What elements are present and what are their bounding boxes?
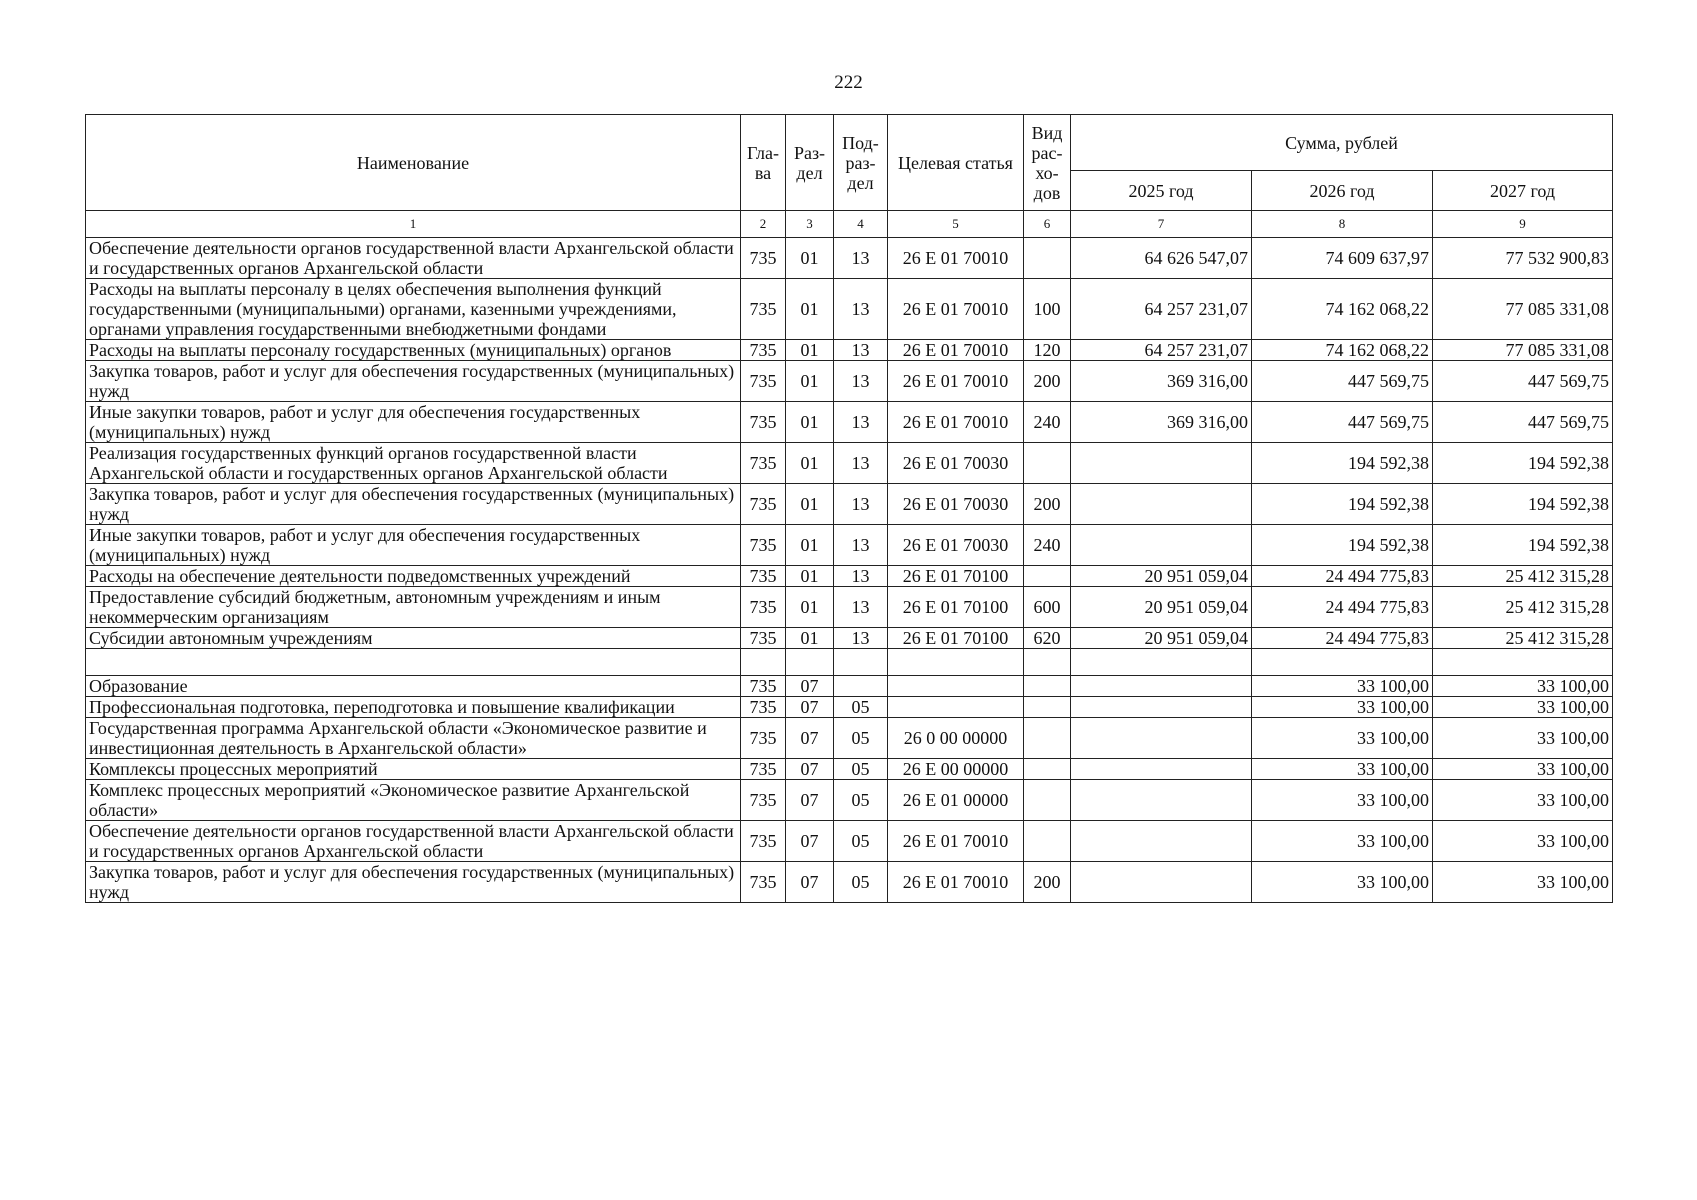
row-sum-2025: 20 951 059,04 — [1071, 566, 1252, 587]
row-statya: 26 Е 01 70010 — [888, 279, 1024, 340]
row-sum-2026: 33 100,00 — [1252, 759, 1433, 780]
row-glava: 735 — [741, 340, 786, 361]
row-name: Предоставление субсидий бюджетным, автономным учреждениям и иным некоммерческим организациям — [86, 587, 741, 628]
row-glava: 735 — [741, 566, 786, 587]
row-sum-2025: 64 257 231,07 — [1071, 279, 1252, 340]
row-vid — [1024, 718, 1071, 759]
row-sum-2027: 447 569,75 — [1433, 402, 1613, 443]
row-statya: 26 Е 01 70010 — [888, 821, 1024, 862]
row-name: Иные закупки товаров, работ и услуг для обеспечения государственных (муниципальных) нужд — [86, 525, 741, 566]
row-sum-2026: 33 100,00 — [1252, 862, 1433, 903]
header-glava: Гла-ва — [741, 115, 786, 211]
row-sum-2025 — [1071, 484, 1252, 525]
row-sum-2026: 194 592,38 — [1252, 525, 1433, 566]
row-vid — [1024, 759, 1071, 780]
row-razdel: 07 — [786, 821, 834, 862]
row-glava: 735 — [741, 821, 786, 862]
row-glava: 735 — [741, 279, 786, 340]
row-sum-2026: 447 569,75 — [1252, 402, 1433, 443]
row-razdel: 01 — [786, 525, 834, 566]
row-sum-2027: 25 412 315,28 — [1433, 587, 1613, 628]
row-glava: 735 — [741, 780, 786, 821]
row-sum-2025 — [1071, 759, 1252, 780]
table-row — [86, 697, 1613, 718]
row-sum-2027: 33 100,00 — [1433, 821, 1613, 862]
row-sum-2026: 447 569,75 — [1252, 361, 1433, 402]
row-name: Обеспечение деятельности органов государственной власти Архангельской области и государственных органов Архангельской области — [86, 238, 741, 279]
row-name: Расходы на выплаты персоналу в целях обеспечения выполнения функций государственными (муниципальными) органами, казенными учреждениями, органами управления государственными внебюджетными фондами — [86, 279, 741, 340]
row-sum-2027: 77 532 900,83 — [1433, 238, 1613, 279]
row-sum-2027: 25 412 315,28 — [1433, 628, 1613, 649]
table-row — [86, 821, 1613, 862]
row-razdel: 01 — [786, 484, 834, 525]
row-statya: 26 Е 01 70030 — [888, 484, 1024, 525]
table-row — [86, 780, 1613, 821]
row-statya: 26 Е 00 00000 — [888, 759, 1024, 780]
table-row — [86, 718, 1613, 759]
col-number: 7 — [1071, 211, 1252, 238]
row-sum-2025 — [1071, 780, 1252, 821]
column-number-row — [86, 211, 1613, 238]
row-sum-2026: 33 100,00 — [1252, 821, 1433, 862]
row-vid — [1024, 821, 1071, 862]
row-sum-2025 — [1071, 821, 1252, 862]
row-glava: 735 — [741, 484, 786, 525]
header-2027: 2027 год — [1433, 171, 1613, 211]
row-podrazdel: 13 — [834, 566, 888, 587]
row-statya — [888, 697, 1024, 718]
row-sum-2027: 33 100,00 — [1433, 697, 1613, 718]
row-podrazdel: 13 — [834, 484, 888, 525]
row-vid — [1024, 676, 1071, 697]
row-sum-2026: 74 162 068,22 — [1252, 279, 1433, 340]
row-sum-2027: 447 569,75 — [1433, 361, 1613, 402]
row-statya: 26 Е 01 00000 — [888, 780, 1024, 821]
row-sum-2027: 33 100,00 — [1433, 676, 1613, 697]
header-name: Наименование — [86, 115, 741, 211]
empty-row — [86, 649, 1613, 676]
row-podrazdel: 13 — [834, 279, 888, 340]
row-sum-2025: 20 951 059,04 — [1071, 587, 1252, 628]
row-statya: 26 Е 01 70010 — [888, 238, 1024, 279]
row-sum-2026: 24 494 775,83 — [1252, 566, 1433, 587]
col-number: 4 — [834, 211, 888, 238]
header-tselevaya: Целевая статья — [888, 115, 1024, 211]
table-body-section-07 — [86, 676, 1613, 903]
row-razdel: 07 — [786, 759, 834, 780]
row-glava: 735 — [741, 697, 786, 718]
row-razdel: 07 — [786, 780, 834, 821]
row-vid — [1024, 780, 1071, 821]
row-sum-2025 — [1071, 862, 1252, 903]
row-glava: 735 — [741, 361, 786, 402]
header-2026: 2026 год — [1252, 171, 1433, 211]
col-number: 1 — [86, 211, 741, 238]
header-razdel: Раз-дел — [786, 115, 834, 211]
table-row — [86, 628, 1613, 649]
row-sum-2025: 64 626 547,07 — [1071, 238, 1252, 279]
row-vid: 600 — [1024, 587, 1071, 628]
col-number: 3 — [786, 211, 834, 238]
row-podrazdel: 05 — [834, 759, 888, 780]
row-razdel: 01 — [786, 628, 834, 649]
row-podrazdel: 05 — [834, 821, 888, 862]
row-sum-2026: 24 494 775,83 — [1252, 628, 1433, 649]
row-razdel: 07 — [786, 862, 834, 903]
row-name: Субсидии автономным учреждениям — [86, 628, 741, 649]
row-sum-2026: 24 494 775,83 — [1252, 587, 1433, 628]
row-razdel: 01 — [786, 587, 834, 628]
row-sum-2027: 77 085 331,08 — [1433, 279, 1613, 340]
row-razdel: 01 — [786, 340, 834, 361]
row-sum-2026: 33 100,00 — [1252, 718, 1433, 759]
row-name: Закупка товаров, работ и услуг для обеспечения государственных (муниципальных) нужд — [86, 484, 741, 525]
row-razdel: 01 — [786, 238, 834, 279]
row-podrazdel: 13 — [834, 361, 888, 402]
row-name: Закупка товаров, работ и услуг для обеспечения государственных (муниципальных) нужд — [86, 862, 741, 903]
table-row — [86, 484, 1613, 525]
row-name: Расходы на обеспечение деятельности подведомственных учреждений — [86, 566, 741, 587]
header-vid: Вид рас-хо-дов — [1024, 115, 1071, 211]
row-name: Иные закупки товаров, работ и услуг для обеспечения государственных (муниципальных) нужд — [86, 402, 741, 443]
row-name: Реализация государственных функций органов государственной власти Архангельской области и государственных органов Архангельской области — [86, 443, 741, 484]
row-podrazdel: 13 — [834, 238, 888, 279]
table-row — [86, 676, 1613, 697]
table-row — [86, 566, 1613, 587]
row-sum-2027: 194 592,38 — [1433, 525, 1613, 566]
row-glava: 735 — [741, 718, 786, 759]
row-razdel: 01 — [786, 402, 834, 443]
row-podrazdel: 13 — [834, 587, 888, 628]
row-vid — [1024, 697, 1071, 718]
row-sum-2026: 194 592,38 — [1252, 443, 1433, 484]
row-vid — [1024, 443, 1071, 484]
table-row — [86, 361, 1613, 402]
table-spacer — [86, 649, 1613, 676]
row-sum-2025 — [1071, 525, 1252, 566]
row-razdel: 01 — [786, 279, 834, 340]
row-podrazdel: 05 — [834, 780, 888, 821]
row-vid: 200 — [1024, 862, 1071, 903]
row-razdel: 01 — [786, 566, 834, 587]
col-number: 9 — [1433, 211, 1613, 238]
row-statya: 26 0 00 00000 — [888, 718, 1024, 759]
row-razdel: 07 — [786, 697, 834, 718]
col-number: 6 — [1024, 211, 1071, 238]
row-vid — [1024, 566, 1071, 587]
table-row — [86, 759, 1613, 780]
row-sum-2025: 369 316,00 — [1071, 361, 1252, 402]
row-glava: 735 — [741, 402, 786, 443]
table-row — [86, 587, 1613, 628]
col-number: 5 — [888, 211, 1024, 238]
header-podrazdel: Под-раз-дел — [834, 115, 888, 211]
row-podrazdel: 13 — [834, 443, 888, 484]
row-podrazdel — [834, 676, 888, 697]
row-sum-2025: 369 316,00 — [1071, 402, 1252, 443]
row-sum-2027: 194 592,38 — [1433, 443, 1613, 484]
row-vid: 200 — [1024, 484, 1071, 525]
row-sum-2025 — [1071, 697, 1252, 718]
row-glava: 735 — [741, 587, 786, 628]
table-row — [86, 443, 1613, 484]
row-sum-2027: 77 085 331,08 — [1433, 340, 1613, 361]
row-name: Закупка товаров, работ и услуг для обеспечения государственных (муниципальных) нужд — [86, 361, 741, 402]
row-statya: 26 Е 01 70010 — [888, 340, 1024, 361]
row-vid: 200 — [1024, 361, 1071, 402]
table-row — [86, 862, 1613, 903]
row-glava: 735 — [741, 525, 786, 566]
row-sum-2027: 33 100,00 — [1433, 780, 1613, 821]
row-podrazdel: 13 — [834, 340, 888, 361]
row-podrazdel: 13 — [834, 628, 888, 649]
col-number: 2 — [741, 211, 786, 238]
row-sum-2026: 74 609 637,97 — [1252, 238, 1433, 279]
header-summa: Сумма, рублей — [1071, 115, 1613, 171]
row-statya: 26 Е 01 70100 — [888, 566, 1024, 587]
row-sum-2026: 33 100,00 — [1252, 676, 1433, 697]
row-statya: 26 Е 01 70010 — [888, 361, 1024, 402]
col-number: 8 — [1252, 211, 1433, 238]
row-razdel: 07 — [786, 676, 834, 697]
row-glava: 735 — [741, 862, 786, 903]
row-sum-2026: 194 592,38 — [1252, 484, 1433, 525]
table-row — [86, 238, 1613, 279]
row-sum-2026: 74 162 068,22 — [1252, 340, 1433, 361]
row-podrazdel: 05 — [834, 862, 888, 903]
row-statya: 26 Е 01 70100 — [888, 628, 1024, 649]
table-body-section-01 — [86, 238, 1613, 649]
table-row — [86, 525, 1613, 566]
row-podrazdel: 05 — [834, 697, 888, 718]
table-row — [86, 402, 1613, 443]
row-statya: 26 Е 01 70030 — [888, 443, 1024, 484]
row-sum-2025: 20 951 059,04 — [1071, 628, 1252, 649]
row-sum-2027: 33 100,00 — [1433, 759, 1613, 780]
row-razdel: 07 — [786, 718, 834, 759]
row-sum-2025: 64 257 231,07 — [1071, 340, 1252, 361]
row-statya: 26 Е 01 70010 — [888, 862, 1024, 903]
page-number: 222 — [834, 72, 863, 93]
row-name: Комплексы процессных мероприятий — [86, 759, 741, 780]
row-podrazdel: 13 — [834, 525, 888, 566]
row-sum-2027: 25 412 315,28 — [1433, 566, 1613, 587]
row-vid — [1024, 238, 1071, 279]
row-name: Образование — [86, 676, 741, 697]
row-razdel: 01 — [786, 361, 834, 402]
row-vid: 100 — [1024, 279, 1071, 340]
header-2025: 2025 год — [1071, 171, 1252, 211]
row-sum-2027: 33 100,00 — [1433, 718, 1613, 759]
table-row — [86, 340, 1613, 361]
row-statya: 26 Е 01 70010 — [888, 402, 1024, 443]
row-statya — [888, 676, 1024, 697]
row-vid: 240 — [1024, 402, 1071, 443]
row-name: Комплекс процессных мероприятий «Экономическое развитие Архангельской области» — [86, 780, 741, 821]
budget-table — [85, 114, 1613, 903]
row-vid: 620 — [1024, 628, 1071, 649]
row-sum-2025 — [1071, 443, 1252, 484]
row-vid: 120 — [1024, 340, 1071, 361]
row-glava: 735 — [741, 676, 786, 697]
row-name: Расходы на выплаты персоналу государственных (муниципальных) органов — [86, 340, 741, 361]
row-sum-2026: 33 100,00 — [1252, 780, 1433, 821]
row-podrazdel: 13 — [834, 402, 888, 443]
row-glava: 735 — [741, 238, 786, 279]
row-razdel: 01 — [786, 443, 834, 484]
row-sum-2027: 33 100,00 — [1433, 862, 1613, 903]
row-sum-2025 — [1071, 676, 1252, 697]
table-row — [86, 279, 1613, 340]
row-statya: 26 Е 01 70100 — [888, 587, 1024, 628]
row-glava: 735 — [741, 443, 786, 484]
row-glava: 735 — [741, 628, 786, 649]
row-name: Государственная программа Архангельской области «Экономическое развитие и инвестиционная деятельность в Архангельской области» — [86, 718, 741, 759]
row-sum-2027: 194 592,38 — [1433, 484, 1613, 525]
row-sum-2026: 33 100,00 — [1252, 697, 1433, 718]
row-name: Профессиональная подготовка, переподготовка и повышение квалификации — [86, 697, 741, 718]
row-podrazdel: 05 — [834, 718, 888, 759]
row-vid: 240 — [1024, 525, 1071, 566]
row-name: Обеспечение деятельности органов государственной власти Архангельской области и государственных органов Архангельской области — [86, 821, 741, 862]
row-glava: 735 — [741, 759, 786, 780]
row-sum-2025 — [1071, 718, 1252, 759]
row-statya: 26 Е 01 70030 — [888, 525, 1024, 566]
